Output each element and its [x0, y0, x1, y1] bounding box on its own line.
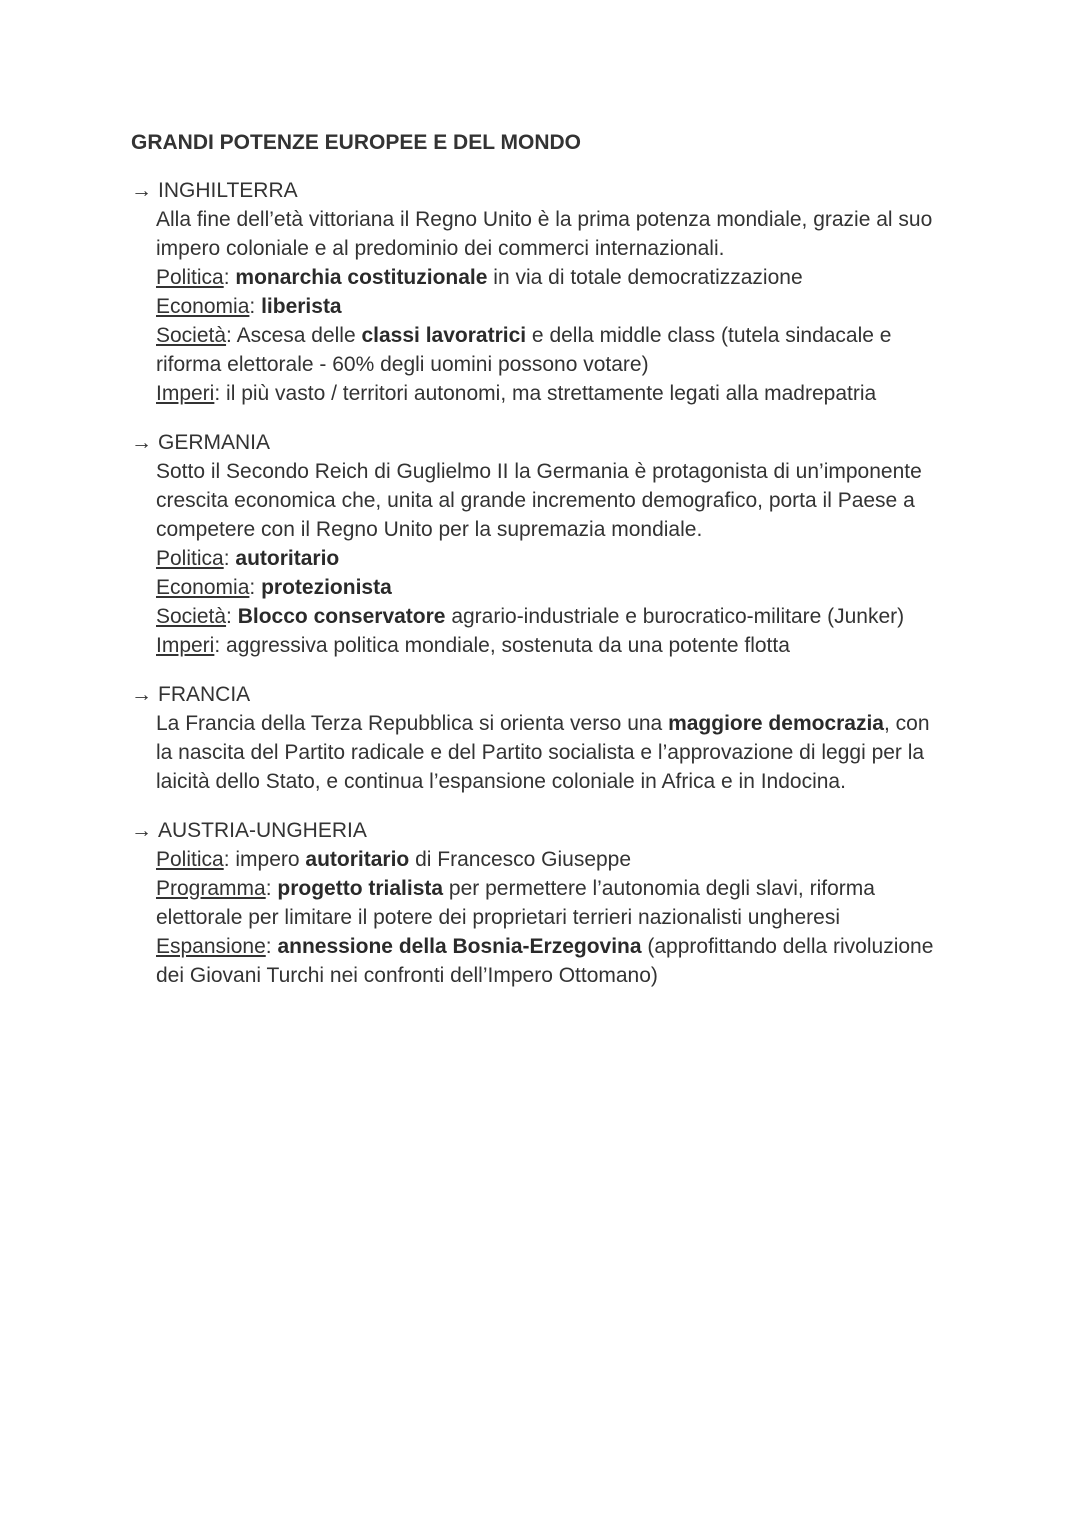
arrow-icon: →	[131, 179, 152, 202]
field-label: Società	[156, 324, 227, 347]
section-heading-label: AUSTRIA-UNGHERIA	[158, 819, 367, 842]
field-label: Politica	[156, 266, 224, 289]
bold-text: classi lavoratrici	[361, 324, 527, 347]
bold-text: annessione della Bosnia-Erzegovina	[277, 935, 642, 958]
section-heading	[131, 816, 951, 845]
field-imperi: Imperi: il più vasto / territori autonomi, ma strettamente legati alla madrepatria	[156, 382, 877, 405]
page-title: GRANDI POTENZE EUROPEE E DEL MONDO	[131, 131, 581, 154]
section-body	[131, 205, 951, 408]
section-francia	[131, 680, 951, 796]
section-intro: La Francia della Terza Repubblica si orienta verso una maggiore democrazia, con la nascita del Partito radicale e del Partito socialista e l’approvazione di leggi per la laicità dello Stato, e continua l’espansione coloniale in Africa e in Indocina.	[156, 712, 930, 793]
field-label: Economia	[156, 576, 250, 599]
section-heading-label: FRANCIA	[158, 683, 251, 706]
document-page	[131, 128, 951, 1010]
field-label: Imperi	[156, 634, 215, 657]
field-imperi: Imperi: aggressiva politica mondiale, sostenuta da una potente flotta	[156, 634, 790, 657]
section-intro: Sotto il Secondo Reich di Guglielmo II la Germania è protagonista di un’imponente crescita economica che, unita al grande incremento demografico, porta il Paese a competere con il Regno Unito per la supremazia mondiale.	[156, 460, 922, 541]
field-societ: Società: Ascesa delle classi lavoratrici e della middle class (tutela sindacale e riforma elettorale - 60% degli uomini possono votare)	[156, 324, 892, 376]
field-programma: Programma: progetto trialista per permettere l’autonomia degli slavi, riforma elettorale per limitare il potere dei proprietari terrieri nazionalisti ungheresi	[156, 877, 875, 929]
field-economia: Economia: liberista	[156, 295, 342, 318]
field-label: Economia	[156, 295, 250, 318]
field-politica: Politica: autoritario	[156, 547, 340, 570]
section-inghilterra	[131, 176, 951, 408]
field-label: Società	[156, 605, 227, 628]
sections-container	[131, 176, 951, 990]
arrow-icon: →	[131, 683, 152, 706]
field-label: Politica	[156, 848, 224, 871]
section-heading-label: INGHILTERRA	[158, 179, 298, 202]
bold-text: progetto trialista	[277, 877, 444, 900]
field-label: Imperi	[156, 382, 215, 405]
bold-text: liberista	[261, 295, 342, 318]
field-economia: Economia: protezionista	[156, 576, 392, 599]
field-politica: Politica: monarchia costituzionale in via di totale democratizzazione	[156, 266, 803, 289]
arrow-icon: →	[131, 431, 152, 454]
field-label: Programma	[156, 877, 266, 900]
bold-text: maggiore democrazia	[668, 712, 884, 735]
section-heading	[131, 680, 951, 709]
bold-text: monarchia costituzionale	[235, 266, 488, 289]
section-body	[131, 845, 951, 990]
field-espansione: Espansione: annessione della Bosnia-Erzegovina (approfittando della rivoluzione dei Giovani Turchi nei confronti dell’Impero Ottomano)	[156, 935, 934, 987]
arrow-icon: →	[131, 819, 152, 842]
section-body	[131, 709, 951, 796]
section-heading-label: GERMANIA	[158, 431, 271, 454]
section-body	[131, 457, 951, 660]
field-politica: Politica: impero autoritario di Francesco Giuseppe	[156, 848, 632, 871]
bold-text: autoritario	[235, 547, 340, 570]
field-label: Espansione	[156, 935, 266, 958]
section-heading	[131, 176, 951, 205]
bold-text: autoritario	[305, 848, 410, 871]
field-societ: Società: Blocco conservatore agrario-industriale e burocratico-militare (Junker)	[156, 605, 905, 628]
section-intro: Alla fine dell’età vittoriana il Regno Unito è la prima potenza mondiale, grazie al suo impero coloniale e al predominio dei commerci internazionali.	[156, 208, 933, 260]
section-heading	[131, 428, 951, 457]
section-germania	[131, 428, 951, 660]
section-austria-ungheria	[131, 816, 951, 990]
bold-text: Blocco conservatore	[237, 605, 446, 628]
bold-text: protezionista	[261, 576, 392, 599]
field-label: Politica	[156, 547, 224, 570]
